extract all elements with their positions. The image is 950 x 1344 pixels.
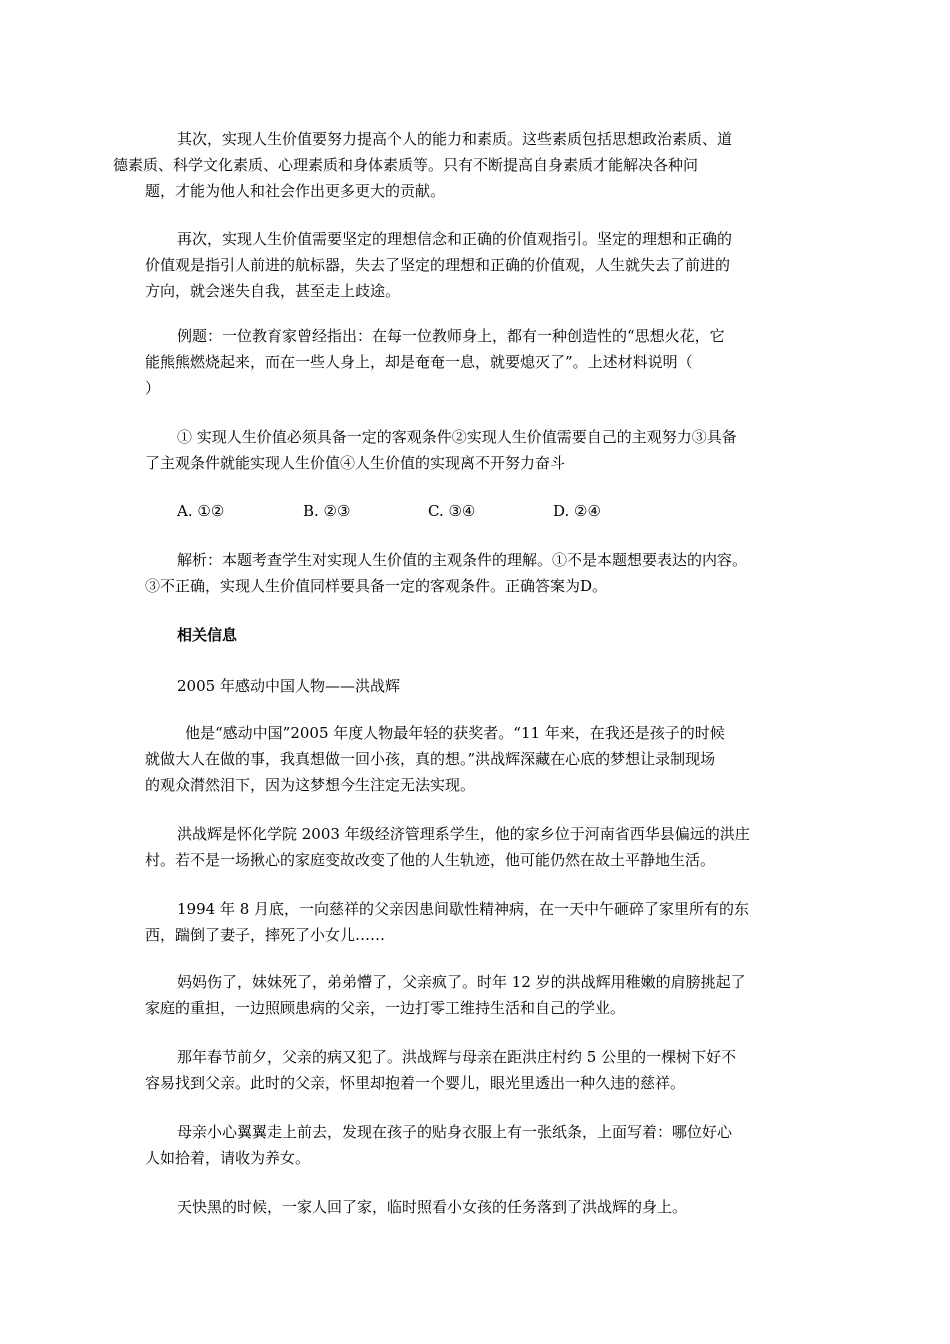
text-line: 了主观条件就能实现人生价值④人生价值的实现离不开努力奋斗	[145, 454, 566, 472]
option-d: D. ②④	[553, 502, 601, 520]
option-c: C. ③④	[428, 502, 476, 520]
text-line: 家庭的重担，一边照顾患病的父亲，一边打零工维持生活和自己的学业。	[145, 999, 626, 1017]
paragraph-improve-quality	[113, 126, 810, 204]
text-line: ③不正确，实现人生价值同样要具备一定的客观条件。正确答案为D。	[145, 577, 608, 595]
text-line: 再次，实现人生价值需要坚定的理想信念和正确的价值观指引。坚定的理想和正确的	[177, 230, 733, 248]
text-line: 德素质、科学文化素质、心理素质和身体素质等。只有不断提高自身素质才能解决各种问	[113, 156, 699, 174]
text-line: ① 实现人生价值必须具备一定的客观条件②实现人生价值需要自己的主观努力③具备	[177, 428, 737, 446]
text-line: 那年春节前夕，父亲的病又犯了。洪战辉与母亲在距洪庄村约 5 公里的一棵树下好不	[177, 1048, 737, 1066]
text-line: 洪战辉是怀化学院 2003 年级经济管理系学生，他的家乡位于河南省西华县偏远的洪庄	[177, 825, 750, 843]
text-line: 妈妈伤了，妹妹死了，弟弟懵了，父亲疯了。时年 12 岁的洪战辉用稚嫩的肩膀挑起了	[177, 973, 746, 991]
story-paragraph-3	[145, 896, 810, 948]
story-paragraph-6	[145, 1119, 810, 1171]
option-a: A. ①②	[177, 502, 225, 520]
text-line: 人如拾着，请收为养女。	[145, 1149, 311, 1167]
text-line: 天快黑的时候，一家人回了家，临时照看小女孩的任务落到了洪战辉的身上。	[177, 1198, 688, 1216]
text-line: 容易找到父亲。此时的父亲，怀里却抱着一个婴儿，眼光里透出一种久违的慈祥。	[145, 1074, 686, 1092]
text-line: 西，踹倒了妻子，摔死了小女儿……	[145, 926, 386, 944]
text-line: 例题：一位教育家曾经指出：在每一位教师身上，都有一种创造性的“思想火花，它	[177, 327, 725, 345]
text-line: 的观众潸然泪下，因为这梦想今生注定无法实现。	[145, 776, 476, 794]
text-line: 他是“感动中国”2005 年度人物最年轻的获奖者。“11 年来，在我还是孩子的时候	[185, 724, 725, 742]
text-line: 方向，就会迷失自我，甚至走上歧途。	[145, 282, 401, 300]
text-line: 题，才能为他人和社会作出更多更大的贡献。	[145, 182, 446, 200]
option-b: B. ②③	[303, 502, 351, 520]
text-line: 能熊熊燃烧起来，而在一些人身上，却是奄奄一息，就要熄灭了”。上述材料说明（	[145, 353, 693, 371]
story-paragraph-5	[145, 1044, 810, 1096]
text-line: 解析：本题考查学生对实现人生价值的主观条件的理解。①不是本题想要表达的内容。	[177, 551, 748, 569]
text-line: 母亲小心翼翼走上前去，发现在孩子的贴身衣服上有一张纸条，上面写着：哪位好心	[177, 1123, 733, 1141]
story-paragraph-2	[145, 821, 810, 873]
story-paragraph-7	[145, 1194, 810, 1220]
paragraph-analysis	[145, 547, 810, 599]
text-line: 村。若不是一场揪心的家庭变故改变了他的人生轨迹，他可能仍然在故土平静地生活。	[145, 851, 716, 869]
text-line: 1994 年 8 月底，一向慈祥的父亲因患间歇性精神病，在一天中午砸碎了家里所有的东	[177, 900, 750, 918]
paragraph-example-question	[145, 323, 810, 401]
section-heading: 相关信息	[177, 626, 238, 644]
story-paragraph-1	[145, 720, 810, 798]
text-line: 其次，实现人生价值要努力提高个人的能力和素质。这些素质包括思想政治素质、道	[177, 130, 733, 148]
paragraph-ideals-values	[145, 226, 810, 304]
story-subtitle: 2005 年感动中国人物——洪战辉	[177, 677, 400, 695]
text-line: 就做大人在做的事，我真想做一回小孩，真的想。”洪战辉深藏在心底的梦想让录制现场	[145, 750, 716, 768]
story-paragraph-4	[145, 969, 810, 1021]
text-line: 价值观是指引人前进的航标器，失去了坚定的理想和正确的价值观，人生就失去了前进的	[145, 256, 731, 274]
paragraph-statements	[145, 424, 810, 476]
text-line: ）	[145, 379, 161, 397]
